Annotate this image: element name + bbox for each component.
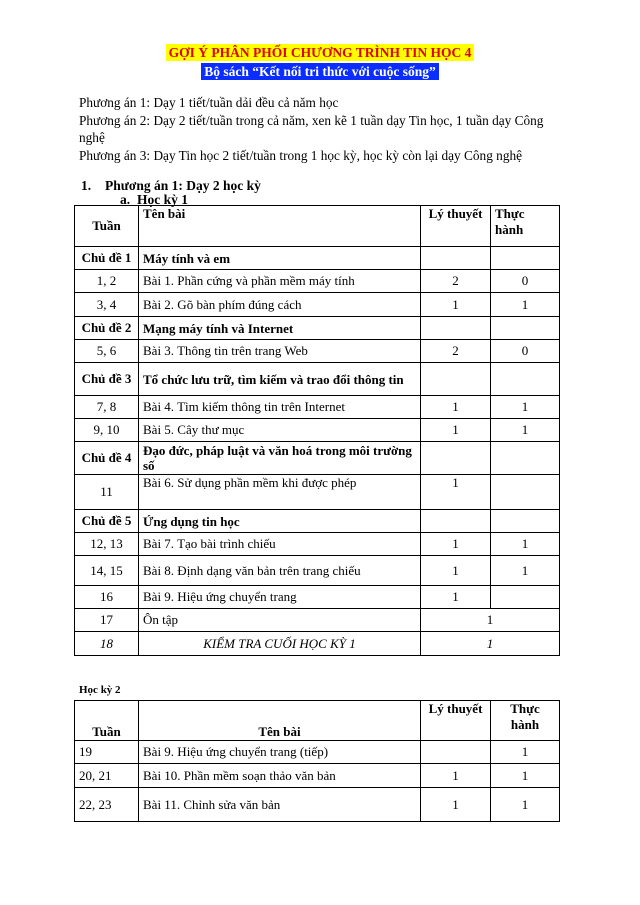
cell-theory xyxy=(421,317,491,340)
cell-lesson: Bài 11. Chỉnh sửa văn bản xyxy=(139,788,421,822)
table-header-row xyxy=(75,206,560,247)
cell-week: 12, 13 xyxy=(75,533,139,556)
cell-lesson: Bài 2. Gõ bàn phím đúng cách xyxy=(139,293,421,317)
cell-week: 19 xyxy=(75,741,139,764)
cell-practice: 0 xyxy=(491,340,560,363)
option-1: Phương án 1: Dạy 1 tiết/tuần dải đều cả năm học xyxy=(79,95,339,110)
cell-lesson: Bài 10. Phần mềm soạn thảo văn bản xyxy=(139,764,421,788)
cell-practice: 1 xyxy=(491,764,560,788)
table-row xyxy=(75,556,560,586)
cell-theory: 1 xyxy=(421,788,491,822)
cell-theory xyxy=(421,510,491,533)
table-row xyxy=(75,270,560,293)
cell-practice xyxy=(491,442,560,475)
header-lesson: Tên bài xyxy=(139,206,421,247)
cell-theory xyxy=(421,741,491,764)
topic-row xyxy=(75,317,560,340)
table-row xyxy=(75,475,560,510)
topic-row xyxy=(75,247,560,270)
cell-lesson: Tổ chức lưu trữ, tìm kiếm và trao đổi thông tin xyxy=(139,363,421,396)
table-row xyxy=(75,764,560,788)
review-row xyxy=(75,609,560,632)
table-row xyxy=(75,396,560,419)
cell-theory: 1 xyxy=(421,475,491,510)
cell-week: Chủ đề 4 xyxy=(75,442,139,475)
table-row xyxy=(75,419,560,442)
header-practice: Thực hành xyxy=(491,206,560,247)
title-book-series: Bộ sách “Kết nối tri thức với cuộc sống” xyxy=(201,63,439,80)
cell-theory: 1 xyxy=(421,533,491,556)
cell-practice xyxy=(491,317,560,340)
header-week: Tuần xyxy=(75,701,139,741)
cell-practice xyxy=(491,363,560,396)
cell-week: 5, 6 xyxy=(75,340,139,363)
cell-theory: 1 xyxy=(421,556,491,586)
table-row xyxy=(75,293,560,317)
cell-week: 1, 2 xyxy=(75,270,139,293)
cell-week: 11 xyxy=(75,475,139,510)
table-row xyxy=(75,586,560,609)
cell-practice: 0 xyxy=(491,270,560,293)
cell-lesson: Ôn tập xyxy=(139,609,421,632)
cell-week: Chủ đề 5 xyxy=(75,510,139,533)
cell-theory: 1 xyxy=(421,419,491,442)
cell-week: 18 xyxy=(75,632,139,656)
section-number: 1. xyxy=(81,178,92,193)
cell-week: 9, 10 xyxy=(75,419,139,442)
exam-row xyxy=(75,632,560,656)
cell-week: 16 xyxy=(75,586,139,609)
cell-practice: 1 xyxy=(491,533,560,556)
header-theory: Lý thuyết xyxy=(421,206,491,247)
table-row xyxy=(75,741,560,764)
topic-row xyxy=(75,442,560,475)
cell-theory: 2 xyxy=(421,270,491,293)
cell-theory: 2 xyxy=(421,340,491,363)
cell-theory: 1 xyxy=(421,764,491,788)
semester2-table xyxy=(74,700,560,822)
cell-lesson: Máy tính và em xyxy=(139,247,421,270)
cell-practice: 1 xyxy=(491,419,560,442)
cell-practice xyxy=(491,247,560,270)
cell-lesson: Bài 6. Sử dụng phần mềm khi được phép xyxy=(139,475,421,510)
semester1-table xyxy=(74,205,560,656)
cell-week: 20, 21 xyxy=(75,764,139,788)
cell-week: 17 xyxy=(75,609,139,632)
cell-week: 3, 4 xyxy=(75,293,139,317)
cell-lesson: Bài 4. Tìm kiếm thông tin trên Internet xyxy=(139,396,421,419)
cell-practice: 1 xyxy=(491,293,560,317)
cell-week: Chủ đề 2 xyxy=(75,317,139,340)
cell-week: Chủ đề 3 xyxy=(75,363,139,396)
table-row xyxy=(75,340,560,363)
cell-lesson: Bài 5. Cây thư mục xyxy=(139,419,421,442)
cell-theory xyxy=(421,442,491,475)
cell-practice xyxy=(491,510,560,533)
cell-lesson: Bài 9. Hiệu ứng chuyển trang xyxy=(139,586,421,609)
cell-practice: 1 xyxy=(491,396,560,419)
topic-row xyxy=(75,510,560,533)
cell-practice xyxy=(491,475,560,510)
cell-theory: 1 xyxy=(421,396,491,419)
semester2-heading: Học kỳ 2 xyxy=(79,684,121,696)
cell-lesson: Đạo đức, pháp luật và văn hoá trong môi trường số xyxy=(139,442,421,475)
cell-week: 22, 23 xyxy=(75,788,139,822)
cell-week: Chủ đề 1 xyxy=(75,247,139,270)
table-row xyxy=(75,788,560,822)
cell-theory xyxy=(421,247,491,270)
cell-theory xyxy=(421,363,491,396)
cell-lesson: Bài 3. Thông tin trên trang Web xyxy=(139,340,421,363)
header-practice: Thực hành xyxy=(491,701,560,741)
document-title xyxy=(0,44,640,81)
header-lesson: Tên bài xyxy=(139,701,421,741)
semester1-number: a. xyxy=(120,192,131,207)
cell-practice: 1 xyxy=(491,556,560,586)
cell-theory: 1 xyxy=(421,293,491,317)
cell-practice xyxy=(491,586,560,609)
cell-practice: 1 xyxy=(491,788,560,822)
cell-lesson: Bài 1. Phần cứng và phần mềm máy tính xyxy=(139,270,421,293)
topic-row xyxy=(75,363,560,396)
option-2: Phương án 2: Dạy 2 tiết/tuần trong cả năm, xen kẽ 1 tuần dạy Tin học, 1 tuần dạy Công nghệ xyxy=(79,112,544,145)
cell-theory: 1 xyxy=(421,586,491,609)
cell-lesson: Ứng dụng tin học xyxy=(139,510,421,533)
header-theory: Lý thuyết xyxy=(421,701,491,741)
cell-lesson: Mạng máy tính và Internet xyxy=(139,317,421,340)
cell-lesson: KIỂM TRA CUỐI HỌC KỲ 1 xyxy=(139,632,421,656)
cell-week: 7, 8 xyxy=(75,396,139,419)
cell-lesson: Bài 8. Định dạng văn bản trên trang chiếu xyxy=(139,556,421,586)
cell-total: 1 xyxy=(421,609,560,632)
intro-options xyxy=(79,94,559,164)
table-header-row xyxy=(75,701,560,741)
option-3: Phương án 3: Dạy Tin học 2 tiết/tuần trong 1 học kỳ, học kỳ còn lại dạy Công nghệ xyxy=(79,147,523,163)
section-label: Phương án 1: Dạy 2 học kỳ xyxy=(105,178,261,193)
header-week: Tuần xyxy=(75,206,139,247)
cell-practice: 1 xyxy=(491,741,560,764)
cell-week: 14, 15 xyxy=(75,556,139,586)
table-row xyxy=(75,533,560,556)
cell-lesson: Bài 7. Tạo bài trình chiếu xyxy=(139,533,421,556)
cell-total: 1 xyxy=(421,632,560,656)
cell-lesson: Bài 9. Hiệu ứng chuyển trang (tiếp) xyxy=(139,741,421,764)
title-main: GỢI Ý PHÂN PHỐI CHƯƠNG TRÌNH TIN HỌC 4 xyxy=(166,44,475,61)
semester1-label: Học kỳ 1 xyxy=(137,192,189,207)
